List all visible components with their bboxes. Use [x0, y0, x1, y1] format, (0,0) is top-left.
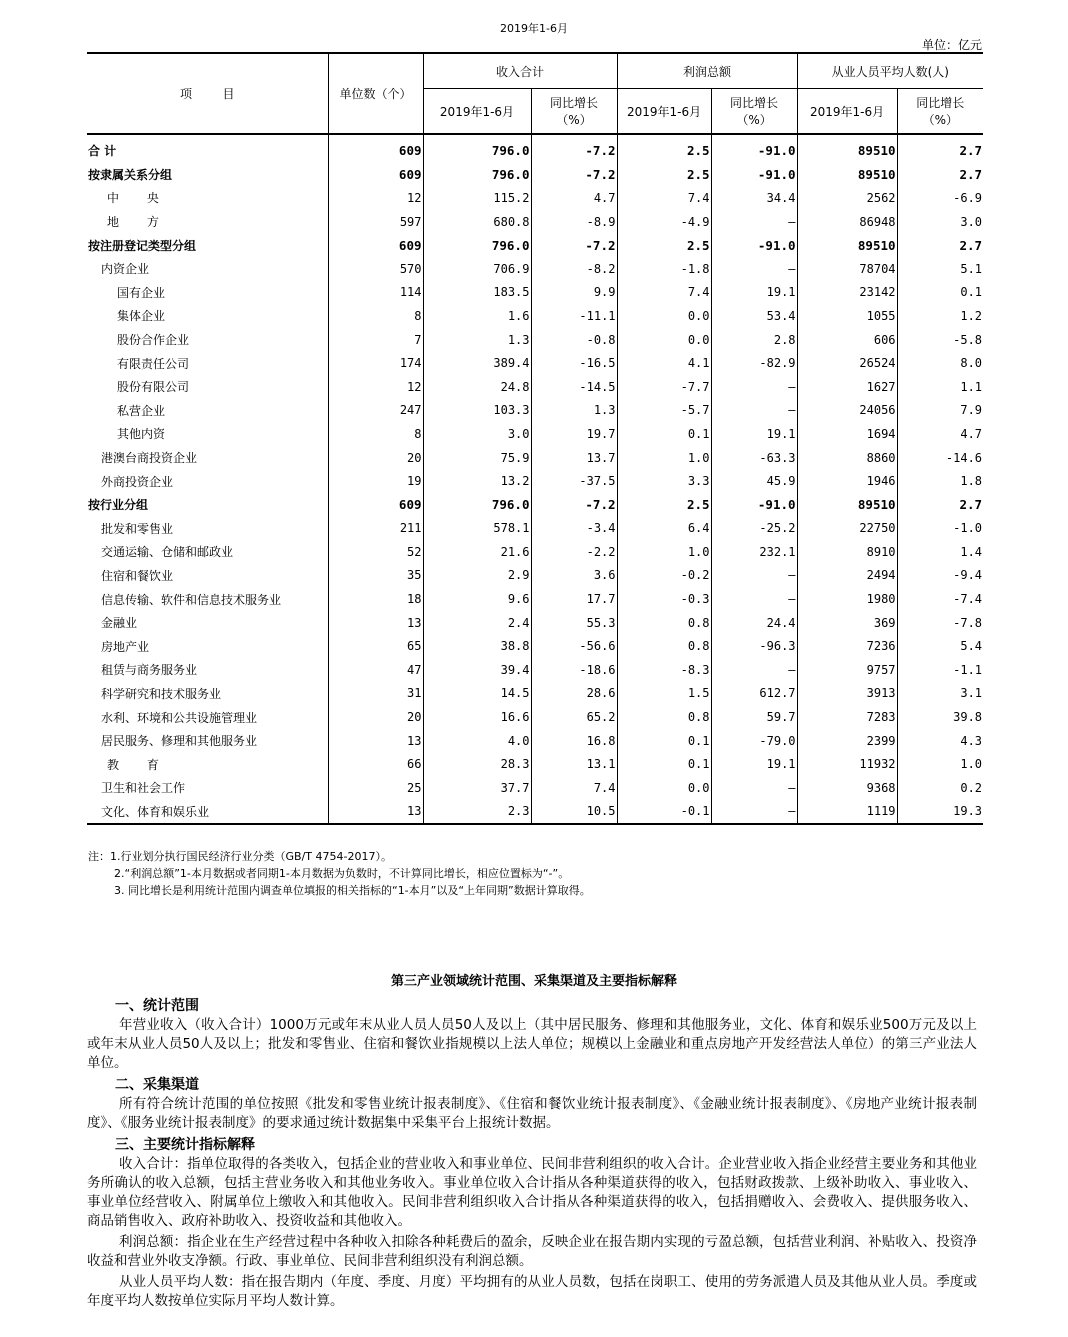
- table-cell: 0.8: [617, 634, 711, 658]
- row-label: 金融业: [101, 616, 138, 631]
- table-cell: 34.4: [711, 186, 797, 210]
- table-cell: 19.1: [711, 752, 797, 776]
- col-header-revenue-growth: 同比增长 （%）: [531, 89, 617, 135]
- table-row: [87, 658, 983, 682]
- paragraph-channels: 所有符合统计范围的单位按照《批发和零售业统计报表制度》、《住宿和餐饮业统计报表制度》、《金融业统计报表制度》、《房地产业统计报表制度》、《服务业统计报表制度》的要求通过统计数据集中采集平台上报统计数据。: [87, 1096, 977, 1131]
- table-row: [87, 163, 983, 187]
- row-label: 文化、体育和娱乐业: [87, 800, 328, 825]
- table-cell: 18: [328, 587, 423, 611]
- table-cell: 38.8: [423, 634, 531, 658]
- table-cell: 706.9: [423, 257, 531, 281]
- table-row: [87, 540, 983, 564]
- table-cell: 7.4: [531, 776, 617, 800]
- table-cell: 13.7: [531, 446, 617, 470]
- table-cell: -96.3: [711, 634, 797, 658]
- note-3: 3. 同比增长是利用统计范围内调查单位填报的相关指标的“1-本月”以及“上年同期”数据计算取得。: [114, 884, 591, 897]
- table-cell: —: [711, 210, 797, 234]
- table-cell: 5.1: [897, 257, 983, 281]
- table-cell: 2.5: [617, 163, 711, 187]
- table-cell: 19.7: [531, 422, 617, 446]
- table-cell: 55.3: [531, 611, 617, 635]
- table-cell: 103.3: [423, 399, 531, 423]
- table-cell: 13: [328, 611, 423, 635]
- table-cell: -5.8: [897, 328, 983, 352]
- table-cell: -16.5: [531, 351, 617, 375]
- table-cell: -3.4: [531, 517, 617, 541]
- table-cell: 0.1: [617, 422, 711, 446]
- table-row: [87, 752, 983, 776]
- col-header-employees-period: 2019年1-6月: [797, 89, 897, 135]
- row-label: 有限责任公司: [117, 356, 190, 371]
- table-cell: -79.0: [711, 729, 797, 753]
- table-row: [87, 210, 983, 234]
- table-cell: 22750: [797, 517, 897, 541]
- col-header-employees: 从业人员平均人数(人): [797, 53, 983, 89]
- table-row: [87, 134, 983, 163]
- table-cell: 89510: [797, 134, 897, 163]
- note-2: 2.“利润总额”1-本月数据或者同期1-本月数据为负数时，不计算同比增长，相应位置标为“-”。: [114, 867, 570, 880]
- table-cell: 115.2: [423, 186, 531, 210]
- table-cell: -11.1: [531, 304, 617, 328]
- table-row: [87, 729, 983, 753]
- table-row: [87, 186, 983, 210]
- table-cell: 65.2: [531, 705, 617, 729]
- row-label: 合 计: [88, 144, 117, 159]
- table-cell: 232.1: [711, 540, 797, 564]
- table-cell: 52: [328, 540, 423, 564]
- table-cell: 24056: [797, 399, 897, 423]
- table-cell: 39.4: [423, 658, 531, 682]
- table-cell: -9.4: [897, 564, 983, 588]
- table-cell: 211: [328, 517, 423, 541]
- table-cell: -8.2: [531, 257, 617, 281]
- table-cell: -7.8: [897, 611, 983, 635]
- paragraph-revenue: 收入合计：指单位取得的各类收入，包括企业的营业收入和事业单位、民间非营利组织的收入合计。企业营业收入指企业经营主要业务和其他业务所确认的收入总额，包括主营业务收入和其他业务收入。事业单位收入合计指从各种渠道获得的收入，包括财政拨款、上级补助收入、事业收入、事业单位经营收入、附属单位上缴收入和其他收入。民间非营利组织收入合计指从各种渠道获得的收入，包括捐赠收入、会费收入、提供服务收入、商品销售收入、政府补助收入、投资收益和其他收入。: [87, 1156, 977, 1229]
- table-row: [87, 611, 983, 635]
- table-cell: 9368: [797, 776, 897, 800]
- table-cell: 26524: [797, 351, 897, 375]
- table-cell: 1946: [797, 469, 897, 493]
- table-cell: 19.1: [711, 422, 797, 446]
- table-cell: 1.0: [897, 752, 983, 776]
- table-row: [87, 328, 983, 352]
- table-cell: -63.3: [711, 446, 797, 470]
- table-cell: 1980: [797, 587, 897, 611]
- table-cell: 4.3: [897, 729, 983, 753]
- row-label: 集体企业: [117, 309, 166, 324]
- table-cell: 13: [328, 729, 423, 753]
- table-cell: 796.0: [423, 493, 531, 517]
- table-cell: 1.2: [897, 304, 983, 328]
- col-header-units: 单位数（个）: [328, 53, 423, 134]
- table-cell: -1.0: [897, 517, 983, 541]
- row-label: 教 育: [107, 757, 171, 772]
- table-cell: 13.1: [531, 752, 617, 776]
- table-cell: -0.1: [617, 800, 711, 825]
- table-cell: 2.5: [617, 134, 711, 163]
- row-label: 内资企业: [101, 262, 150, 277]
- table-cell: -5.7: [617, 399, 711, 423]
- paragraph-scope: 年营业收入（收入合计）1000万元或年末从业人员人员50人及以上（其中居民服务、修理和其他服务业，文化、体育和娱乐业500万元及以上或年末从业人员50人及以上；批发和零售业、住宿和餐饮业指规模以上法人单位；规模以上金融业和重点房地产开发经营法人单位）的第三产业法人单位。: [87, 1017, 977, 1071]
- table-cell: -82.9: [711, 351, 797, 375]
- table-cell: 609: [328, 163, 423, 187]
- table-cell: 14.5: [423, 682, 531, 706]
- table-cell: -8.3: [617, 658, 711, 682]
- table-cell: —: [711, 257, 797, 281]
- table-cell: 2.5: [617, 233, 711, 257]
- table-cell: 7.4: [617, 186, 711, 210]
- table-cell: 4.0: [423, 729, 531, 753]
- table-cell: —: [711, 399, 797, 423]
- statistics-table: [87, 52, 983, 825]
- explanation-text: [87, 996, 977, 1313]
- table-row: [87, 281, 983, 305]
- table-row: [87, 517, 983, 541]
- table-cell: -91.0: [711, 163, 797, 187]
- col-header-revenue-period: 2019年1-6月: [423, 89, 531, 135]
- row-label: 居民服务、修理和其他服务业: [101, 734, 258, 749]
- table-cell: 174: [328, 351, 423, 375]
- table-cell: 1.4: [897, 540, 983, 564]
- table-cell: 1627: [797, 375, 897, 399]
- table-cell: 25: [328, 776, 423, 800]
- table-cell: 0.1: [617, 752, 711, 776]
- table-cell: 28.6: [531, 682, 617, 706]
- row-label: 租赁与商务服务业: [101, 663, 198, 678]
- row-label: 按行业分组: [88, 498, 149, 513]
- table-row: [87, 564, 983, 588]
- table-cell: 4.7: [531, 186, 617, 210]
- row-label: 水利、环境和公共设施管理业: [101, 710, 258, 725]
- table-cell: 3.1: [897, 682, 983, 706]
- table-cell: 2.7: [897, 163, 983, 187]
- col-header-item: 项 目: [179, 87, 235, 101]
- row-label: 批发和零售业: [101, 521, 174, 536]
- row-label: 科学研究和技术服务业: [101, 686, 222, 701]
- table-cell: 796.0: [423, 163, 531, 187]
- table-cell: -6.9: [897, 186, 983, 210]
- table-cell: 65: [328, 634, 423, 658]
- table-cell: —: [711, 776, 797, 800]
- row-label: 其他内资: [117, 427, 166, 442]
- table-cell: -7.7: [617, 375, 711, 399]
- table-cell: —: [711, 658, 797, 682]
- table-cell: -7.2: [531, 233, 617, 257]
- table-cell: 89510: [797, 163, 897, 187]
- table-cell: 2399: [797, 729, 897, 753]
- table-cell: 59.7: [711, 705, 797, 729]
- row-label: 住宿和餐饮业: [101, 568, 174, 583]
- table-row: [87, 493, 983, 517]
- table-cell: -91.0: [711, 233, 797, 257]
- table-cell: 21.6: [423, 540, 531, 564]
- table-cell: -1.8: [617, 257, 711, 281]
- table-cell: 609: [328, 134, 423, 163]
- table-cell: 2.7: [897, 134, 983, 163]
- table-cell: 1119: [797, 800, 897, 825]
- col-header-profit-growth: 同比增长 （%）: [711, 89, 797, 135]
- table-cell: 1.6: [423, 304, 531, 328]
- paragraph-employees: 从业人员平均人数：指在报告期内（年度、季度、月度）平均拥有的从业人员数，包括在岗职工、使用的劳务派遣人员及其他从业人员。季度或年度平均人数按单位实际月平均人数计算。: [87, 1274, 977, 1309]
- table-cell: 3913: [797, 682, 897, 706]
- table-cell: 1.0: [617, 446, 711, 470]
- table-cell: -0.2: [617, 564, 711, 588]
- table-cell: 19: [328, 469, 423, 493]
- table-cell: 609: [328, 493, 423, 517]
- table-row: [87, 587, 983, 611]
- table-cell: 247: [328, 399, 423, 423]
- table-cell: 7236: [797, 634, 897, 658]
- table-cell: -18.6: [531, 658, 617, 682]
- table-row: [87, 257, 983, 281]
- table-cell: -0.3: [617, 587, 711, 611]
- table-cell: -56.6: [531, 634, 617, 658]
- table-cell: 3.6: [531, 564, 617, 588]
- table-cell: 570: [328, 257, 423, 281]
- table-cell: -8.9: [531, 210, 617, 234]
- table-cell: 8: [328, 422, 423, 446]
- table-cell: —: [711, 800, 797, 825]
- table-cell: 0.1: [617, 729, 711, 753]
- table-cell: 6.4: [617, 517, 711, 541]
- table-cell: 3.0: [897, 210, 983, 234]
- table-row: [87, 399, 983, 423]
- table-row: [87, 776, 983, 800]
- table-cell: 37.7: [423, 776, 531, 800]
- table-cell: 47: [328, 658, 423, 682]
- table-cell: 1.3: [423, 328, 531, 352]
- table-cell: 389.4: [423, 351, 531, 375]
- table-cell: 0.1: [897, 281, 983, 305]
- table-cell: 1.1: [897, 375, 983, 399]
- table-cell: 0.0: [617, 328, 711, 352]
- table-cell: 1055: [797, 304, 897, 328]
- table-cell: —: [711, 587, 797, 611]
- row-label: 股份合作企业: [117, 333, 190, 348]
- table-cell: 89510: [797, 493, 897, 517]
- table-cell: 3.0: [423, 422, 531, 446]
- table-cell: 17.7: [531, 587, 617, 611]
- table-cell: 24.8: [423, 375, 531, 399]
- table-row: [87, 233, 983, 257]
- table-cell: 1.5: [617, 682, 711, 706]
- table-row: [87, 682, 983, 706]
- table-row: [87, 469, 983, 493]
- table-cell: 2494: [797, 564, 897, 588]
- table-row: [87, 446, 983, 470]
- col-header-employees-growth: 同比增长 （%）: [897, 89, 983, 135]
- col-header-profit-period: 2019年1-6月: [617, 89, 711, 135]
- heading-indicators: 三、主要统计指标解释: [115, 1137, 255, 1153]
- row-label: 交通运输、仓储和邮政业: [101, 545, 234, 560]
- table-cell: 0.0: [617, 304, 711, 328]
- table-cell: 10.5: [531, 800, 617, 825]
- table-cell: 66: [328, 752, 423, 776]
- table-cell: -4.9: [617, 210, 711, 234]
- table-cell: 39.8: [897, 705, 983, 729]
- table-cell: -91.0: [711, 493, 797, 517]
- row-label: 地 方: [107, 215, 171, 230]
- table-cell: 9.9: [531, 281, 617, 305]
- table-cell: 2.9: [423, 564, 531, 588]
- table-cell: 3.3: [617, 469, 711, 493]
- table-cell: -7.2: [531, 493, 617, 517]
- table-cell: -1.1: [897, 658, 983, 682]
- table-row: [87, 705, 983, 729]
- table-cell: 597: [328, 210, 423, 234]
- table-cell: 2.7: [897, 233, 983, 257]
- table-cell: 796.0: [423, 134, 531, 163]
- table-cell: 9757: [797, 658, 897, 682]
- table-cell: 2.7: [897, 493, 983, 517]
- table-cell: -91.0: [711, 134, 797, 163]
- table-row: [87, 422, 983, 446]
- table-cell: 0.8: [617, 705, 711, 729]
- table-cell: 20: [328, 446, 423, 470]
- table-cell: 183.5: [423, 281, 531, 305]
- table-cell: -7.4: [897, 587, 983, 611]
- table-cell: 53.4: [711, 304, 797, 328]
- table-cell: 89510: [797, 233, 897, 257]
- table-cell: 45.9: [711, 469, 797, 493]
- table-cell: 7283: [797, 705, 897, 729]
- table-row: [87, 351, 983, 375]
- table-cell: —: [711, 375, 797, 399]
- table-cell: 612.7: [711, 682, 797, 706]
- table-cell: 5.4: [897, 634, 983, 658]
- row-label: 外商投资企业: [101, 474, 174, 489]
- table-cell: 23142: [797, 281, 897, 305]
- table-cell: 1.3: [531, 399, 617, 423]
- table-cell: 19.1: [711, 281, 797, 305]
- row-label: 信息传输、软件和信息技术服务业: [101, 592, 282, 607]
- table-cell: 2.3: [423, 800, 531, 825]
- table-cell: 680.8: [423, 210, 531, 234]
- table-cell: -37.5: [531, 469, 617, 493]
- table-cell: 7: [328, 328, 423, 352]
- table-period: 2019年1-6月: [500, 22, 568, 35]
- table-cell: 28.3: [423, 752, 531, 776]
- table-cell: -14.6: [897, 446, 983, 470]
- table-cell: 0.8: [617, 611, 711, 635]
- table-cell: 2.4: [423, 611, 531, 635]
- row-label: 港澳台商投资企业: [101, 451, 198, 466]
- table-cell: -14.5: [531, 375, 617, 399]
- table-cell: —: [711, 564, 797, 588]
- row-label: 房地产业: [101, 639, 150, 654]
- table-cell: 2562: [797, 186, 897, 210]
- table-cell: 31: [328, 682, 423, 706]
- table-cell: -7.2: [531, 134, 617, 163]
- table-cell: 114: [328, 281, 423, 305]
- table-cell: 369: [797, 611, 897, 635]
- table-cell: 12: [328, 375, 423, 399]
- table-cell: -25.2: [711, 517, 797, 541]
- row-label: 私营企业: [117, 403, 166, 418]
- table-cell: 13.2: [423, 469, 531, 493]
- table-cell: -0.8: [531, 328, 617, 352]
- table-cell: 609: [328, 233, 423, 257]
- table-cell: 7.9: [897, 399, 983, 423]
- table-cell: -2.2: [531, 540, 617, 564]
- row-label: 按隶属关系分组: [88, 167, 173, 182]
- table-cell: 7.4: [617, 281, 711, 305]
- table-row: [87, 634, 983, 658]
- table-cell: 1694: [797, 422, 897, 446]
- row-label: 中 央: [107, 191, 171, 206]
- table-cell: 2.5: [617, 493, 711, 517]
- table-cell: 19.3: [897, 800, 983, 825]
- table-cell: 0.2: [897, 776, 983, 800]
- table-row: [87, 375, 983, 399]
- table-cell: 75.9: [423, 446, 531, 470]
- table-cell: 11932: [797, 752, 897, 776]
- table-cell: 13: [328, 800, 423, 825]
- table-cell: 4.1: [617, 351, 711, 375]
- table-cell: 1.0: [617, 540, 711, 564]
- table-cell: 9.6: [423, 587, 531, 611]
- heading-channels: 二、采集渠道: [115, 1077, 199, 1093]
- table-cell: -7.2: [531, 163, 617, 187]
- table-notes: [88, 848, 591, 899]
- table-cell: 8910: [797, 540, 897, 564]
- table-cell: 35: [328, 564, 423, 588]
- table-cell: 0.0: [617, 776, 711, 800]
- table-cell: 78704: [797, 257, 897, 281]
- table-row: [87, 800, 983, 825]
- table-cell: 24.4: [711, 611, 797, 635]
- table-cell: 2.8: [711, 328, 797, 352]
- row-label: 股份有限公司: [117, 380, 190, 395]
- table-cell: 12: [328, 186, 423, 210]
- table-cell: 8: [328, 304, 423, 328]
- table-cell: 606: [797, 328, 897, 352]
- table-cell: 20: [328, 705, 423, 729]
- table-cell: 796.0: [423, 233, 531, 257]
- table-cell: 86948: [797, 210, 897, 234]
- table-cell: 16.6: [423, 705, 531, 729]
- table-cell: 16.8: [531, 729, 617, 753]
- table-cell: 8.0: [897, 351, 983, 375]
- note-1: 注：1.行业划分执行国民经济行业分类（GB/T 4754-2017）。: [88, 850, 392, 863]
- heading-scope: 一、统计范围: [115, 998, 199, 1014]
- col-header-profit: 利润总额: [617, 53, 797, 89]
- section-title: 第三产业领域统计范围、采集渠道及主要指标解释: [390, 974, 677, 989]
- table-row: [87, 304, 983, 328]
- paragraph-profit: 利润总额：指企业在生产经营过程中各种收入扣除各种耗费后的盈余，反映企业在报告期内实现的亏盈总额，包括营业利润、补贴收入、投资净收益和营业外收支净额。行政、事业单位、民间非营利组织没有利润总额。: [87, 1234, 977, 1269]
- table-cell: 8860: [797, 446, 897, 470]
- table-cell: 578.1: [423, 517, 531, 541]
- row-label: 国有企业: [117, 285, 166, 300]
- row-label: 按注册登记类型分组: [88, 238, 197, 253]
- table-cell: 1.8: [897, 469, 983, 493]
- table-cell: 4.7: [897, 422, 983, 446]
- col-header-revenue: 收入合计: [423, 53, 617, 89]
- unit-label: 单位：亿元: [921, 38, 982, 52]
- row-label: 卫生和社会工作: [101, 781, 186, 796]
